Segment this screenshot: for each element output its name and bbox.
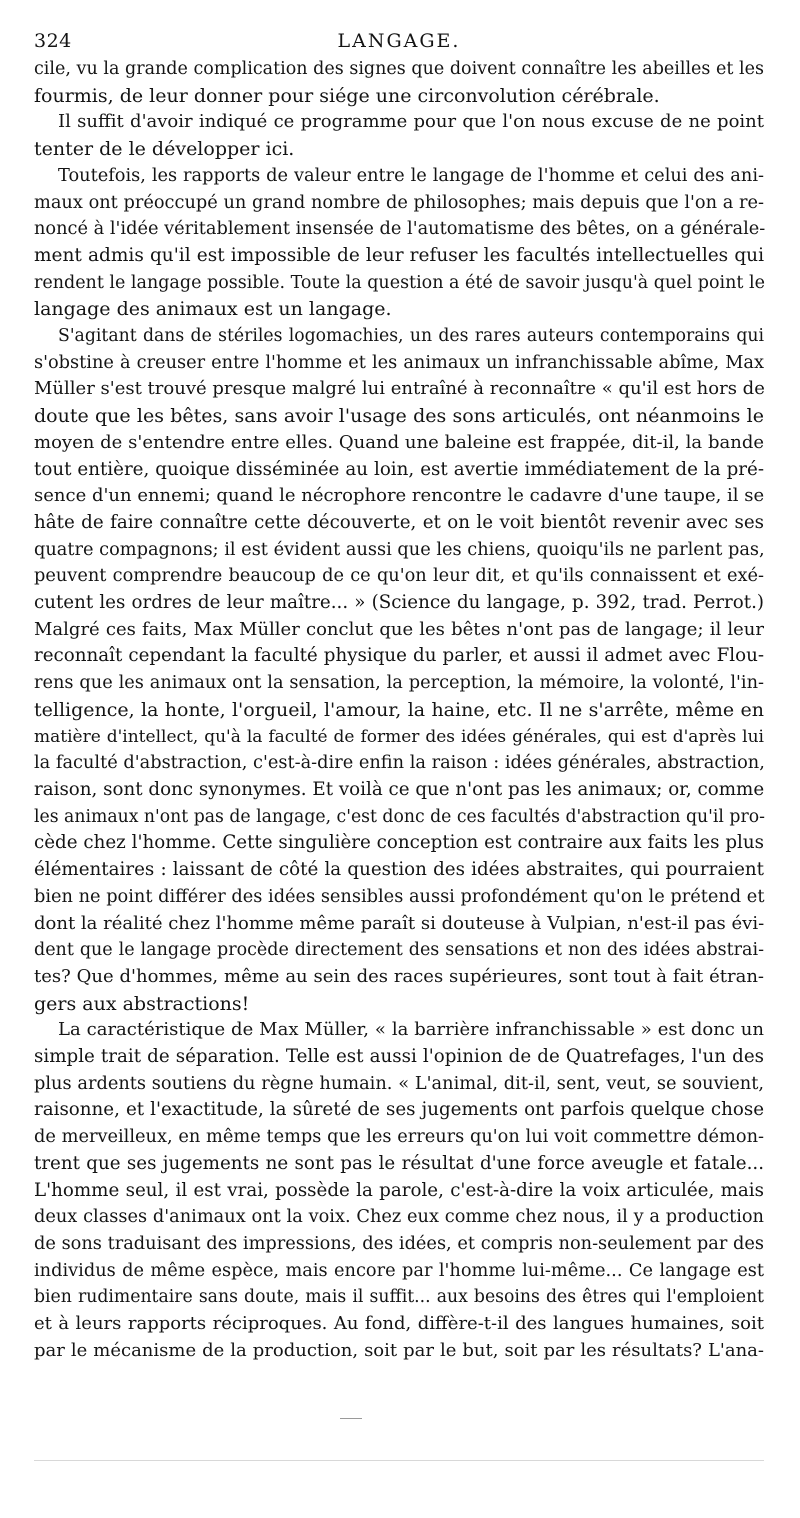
text-line: cile, vu la grande complication des signes que doivent connaître les abeilles et les [34, 59, 764, 79]
text-line: Malgré ces faits, Max Müller conclut que les bêtes n'ont pas de langage; il leur [34, 618, 764, 640]
text-line: trent que ses jugements ne sont pas le résultat d'une force aveugle et fatale... [34, 1152, 764, 1174]
text-line: raisonne, et l'exactitude, la sûreté de ses jugements ont parfois quelque chose [34, 1099, 764, 1121]
text-line: cutent les ordres de leur maître... » (Science du langage, p. 392, trad. Perrot.) [34, 592, 764, 614]
text-line: raison, sont donc synonymes. Et voilà ce que n'ont pas les animaux; or, comme [34, 778, 765, 800]
text-line: maux ont préoccupé un grand nombre de philosophes; mais depuis que l'on a re- [34, 192, 764, 213]
text-line: deux classes d'animaux ont la voix. Chez eux comme chez nous, il y a production [34, 1207, 764, 1228]
page-number: 324 [34, 30, 72, 52]
text-line: dont la réalité chez l'homme même paraît si douteuse à Vulpian, n'est-il pas évi- [34, 912, 765, 934]
text-line: rendent le langage possible. Toute la question a été de savoir jusqu'à quel point le [34, 272, 765, 293]
text-line: gers aux abstractions! [34, 992, 250, 1015]
text-line: tout entière, quoique disséminée au loin, est avertie immédiatement de la pré- [34, 458, 764, 480]
running-head-title: LANGAGE. [337, 30, 461, 52]
running-head [34, 26, 764, 56]
scan-specks [34, 1410, 764, 1470]
text-line: sence d'un ennemi; quand le nécrophore rencontre le cadavre d'une taupe, il se [34, 485, 765, 507]
scan-speck [340, 1418, 362, 1419]
text-line: plus ardents soutiens du règne humain. « L'animal, dit-il, sent, veut, se souvient, [34, 1073, 764, 1094]
text-line: L'homme seul, il est vrai, possède la parole, c'est-à-dire la voix articulée, mais [34, 1179, 764, 1201]
text-line: élémentaires : laissant de côté la question des idées abstraites, qui pourraient [34, 859, 764, 881]
text-line: et à leurs rapports réciproques. Au fond, diffère-t-il des langues humaines, soit [34, 1313, 764, 1335]
text-line: noncé à l'idée véritablement insensée de l'automatisme des bêtes, on a générale- [34, 219, 766, 240]
paragraph [34, 56, 764, 109]
text-line: doute que les bêtes, sans avoir l'usage des sons articulés, ont néanmoins le [34, 405, 764, 428]
text-line: cède chez l'homme. Cette singulière conception est contraire aux faits les plus [34, 832, 764, 854]
text-line: hâte de faire connaître cette découverte, et on le voit bientôt revenir avec ses [34, 511, 764, 533]
text-line: peuvent comprendre beaucoup de ce qu'on leur dit, et qu'ils connaissent et exé- [34, 566, 764, 587]
text-line: les animaux n'ont pas de langage, c'est donc de ces facultés d'abstraction qu'il pro- [34, 806, 765, 827]
text-line: S'agitant dans de stériles logomachies, un des rares auteurs contemporains qui [58, 326, 764, 347]
text-line: reconnaît cependant la faculté physique du parler, et aussi il admet avec Flou- [34, 645, 764, 667]
text-line: simple trait de séparation. Telle est aussi l'opinion de de Quatrefages, l'un des [34, 1046, 764, 1068]
text-line: moyen de s'entendre entre elles. Quand une baleine est frappée, dit-il, la bande [34, 431, 764, 453]
text-line: individus de même espèce, mais encore par l'homme lui-même... Ce langage est [34, 1260, 764, 1281]
text-line: Müller s'est trouvé presque malgré lui entraîné à reconnaître « qu'il est hors de [34, 378, 765, 400]
text-line: ment admis qu'il est impossible de leur refuser les facultés intellectuelles qui [34, 244, 764, 266]
book-page [34, 26, 764, 1364]
text-line: bien ne point différer des idées sensibles aussi profondément qu'on le prétend et [34, 886, 765, 907]
text-line: de merveilleux, en même temps que les erreurs qu'on lui voit commettre démon- [34, 1127, 764, 1148]
text-line: Toutefois, les rapports de valeur entre le langage de l'homme et celui des ani- [58, 165, 764, 186]
paragraph [34, 323, 764, 1017]
text-line: Il suffit d'avoir indiqué ce programme pour que l'on nous excuse de ne point [58, 111, 764, 133]
text-line: matière d'intellect, qu'à la faculté de former des idées générales, qui est d'après lui [34, 726, 764, 747]
text-line: de sons traduisant des impressions, des idées, et compris non-seulement par des [34, 1233, 764, 1254]
text-line: langage des animaux est un langage. [34, 298, 392, 321]
text-line: tes? Que d'hommes, même au sein des races supérieures, sont tout à fait étran- [34, 965, 764, 987]
scan-speck [34, 1460, 764, 1461]
text-line: rens que les animaux ont la sensation, la perception, la mémoire, la volonté, l'in- [34, 673, 764, 694]
paragraph [34, 1017, 764, 1364]
text-line: la faculté d'abstraction, c'est-à-dire enfin la raison : idées générales, abstraction, [34, 753, 765, 774]
text-line: bien rudimentaire sans doute, mais il suffit... aux besoins des êtres qui l'emploient [34, 1287, 764, 1308]
paragraph [34, 163, 764, 323]
text-line: dent que le langage procède directement des sensations et non des idées abstrai- [34, 940, 764, 961]
text-line: fourmis, de leur donner pour siége une circonvolution cérébrale. [34, 84, 660, 107]
body-text [34, 56, 764, 1364]
text-line: s'obstine à creuser entre l'homme et les animaux un infranchissable abîme, Max [34, 352, 764, 373]
text-line: La caractéristique de Max Müller, « la barrière infranchissable » est donc un [58, 1019, 764, 1041]
text-line: quatre compagnons; il est évident aussi que les chiens, quoiqu'ils ne parlent pas, [34, 539, 765, 560]
text-line: par le mécanisme de la production, soit par le but, soit par les résultats? L'ana- [34, 1339, 764, 1361]
paragraph [34, 109, 764, 162]
text-line: tenter de le développer ici. [34, 138, 295, 161]
text-line: telligence, la honte, l'orgueil, l'amour, la haine, etc. Il ne s'arrête, même en [34, 698, 764, 721]
